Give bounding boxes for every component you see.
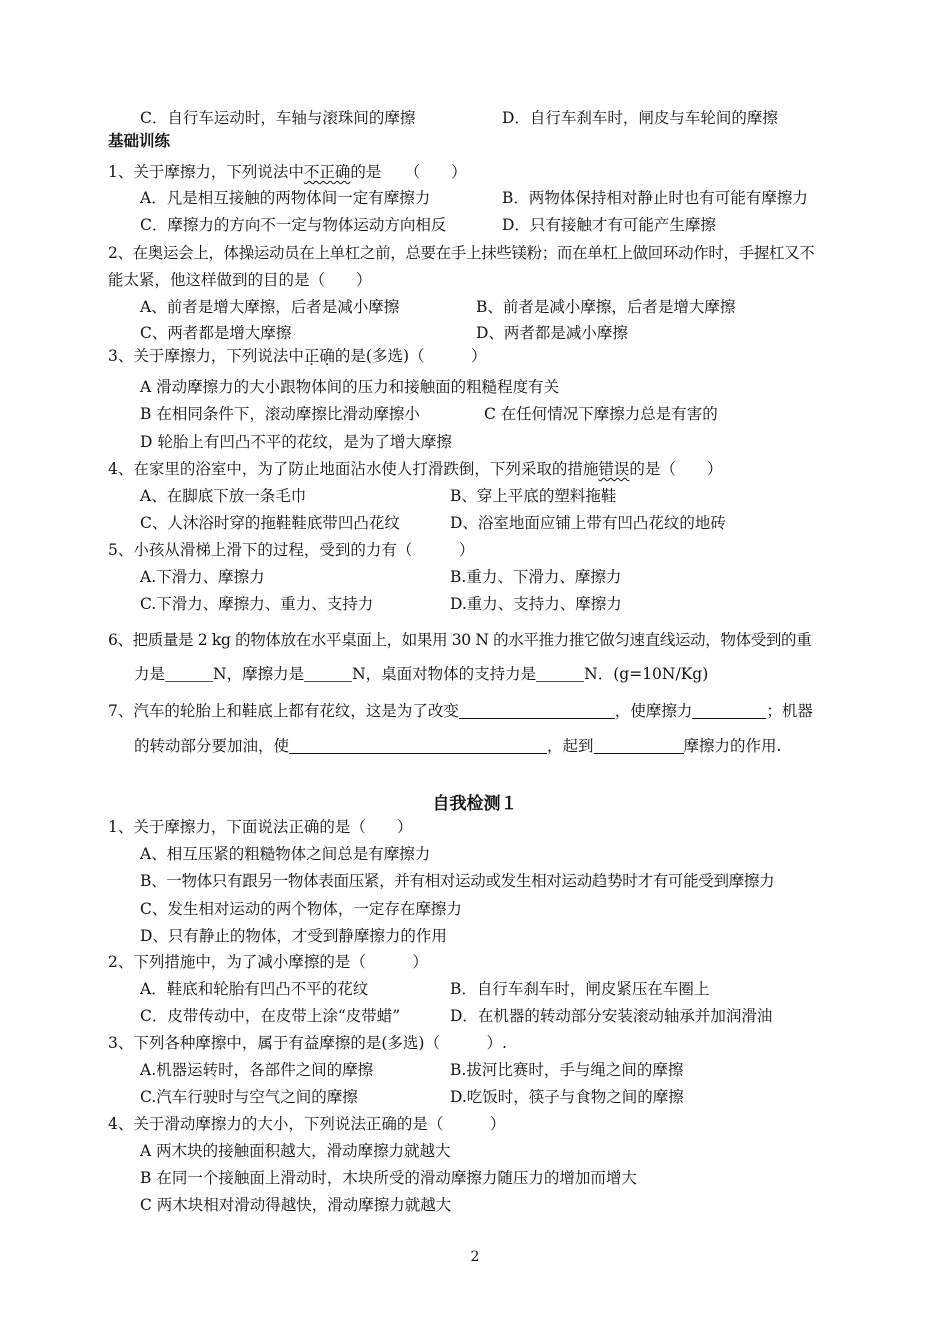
q5-option-b: B.重力、下滑力、摩擦力	[450, 568, 622, 586]
q6-text-3: N，桌面对物体的支持力是	[352, 665, 537, 683]
q4-option-c: C、人沐浴时穿的拖鞋鞋底带凹凸花纹	[140, 514, 400, 532]
q3-emphasis-2: 确	[319, 347, 335, 365]
q3-option-c: C 在任何情况下摩擦力总是有害的	[484, 405, 718, 423]
q1-option-c: C．摩擦力的方向不一定与物体运动方向相反	[140, 216, 447, 234]
question-6-line-2	[134, 664, 708, 684]
q6-blank-gravity[interactable]	[165, 665, 213, 682]
s2-q2-option-a: A．鞋底和轮胎有凹凸不平的花纹	[140, 980, 369, 998]
q6-text-1: 力是	[134, 665, 166, 683]
page-number: 2	[470, 1249, 480, 1265]
q1-option-b: B．两物体保持相对静止时也有可能有摩擦力	[502, 189, 808, 207]
q6-blank-friction[interactable]	[304, 665, 352, 682]
q3-option-d: D 轮胎上有凹凸不平的花纹，是为了增大摩擦	[140, 433, 452, 451]
q7-text-3: ；机器	[766, 702, 813, 720]
q4-option-d: D、浴室地面应铺上带有凹凸花纹的地砖	[450, 514, 726, 532]
q2-option-d: D、两者都是减小摩擦	[476, 324, 628, 342]
s2-q3-option-d: D.吃饭时，筷子与食物之间的摩擦	[450, 1088, 684, 1106]
s2-q4-option-c: C 两木块相对滑动得越快，滑动摩擦力就越大	[140, 1196, 452, 1214]
q3-suffix: 的是(多选)（ ）	[334, 347, 487, 365]
s2-q3-option-a: A.机器运转时，各部件之间的摩擦	[140, 1061, 374, 1079]
q2-option-c: C、两者都是增大摩擦	[140, 324, 292, 342]
q7-text-4: 的转动部分要加油，使	[134, 737, 290, 755]
question-7-line-2	[134, 736, 781, 756]
question-7-line-1	[108, 701, 813, 721]
question-2-line-2: 能太紧，他这样做到的目的是（ ）	[108, 271, 372, 289]
section-title-self-check: 自我检测１	[432, 794, 518, 814]
q5-option-a: A.下滑力、摩擦力	[140, 568, 265, 586]
q1-option-a: A．凡是相互接触的两物体间一定有摩擦力	[140, 189, 431, 207]
s2-q1-option-a: A、相互压紧的粗糙物体之间总是有摩擦力	[140, 845, 431, 863]
s2-q1-option-b: B、一物体只有跟另一物体表面压紧，并有相对运动或发生相对运动趋势时才有可能受到摩擦力	[140, 872, 775, 890]
q6-text-4: N．(g=10N/Kg)	[584, 665, 709, 683]
q5-option-c: C.下滑力、摩擦力、重力、支持力	[140, 595, 374, 613]
q4-prefix: 4、在家里的浴室中，为了防止地面沾水使人打滑跌倒，下列采取的措施	[108, 460, 599, 478]
q4-option-a: A、在脚底下放一条毛巾	[140, 487, 307, 505]
q1-prefix: 1、关于摩擦力，下列说法中	[108, 163, 304, 181]
q7-blank-4[interactable]	[594, 737, 684, 754]
question-3-stem	[108, 346, 487, 366]
q3-option-a: A 滑动摩擦力的大小跟物体间的压力和接触面的粗糙程度有关	[140, 378, 560, 396]
s2-q3-option-b: B.拔河比赛时，手与绳之间的摩擦	[450, 1061, 684, 1079]
q2-option-a: A、前者是增大摩擦，后者是减小摩擦	[140, 298, 400, 316]
q3-option-b: B 在相同条件下，滚动摩擦比滑动摩擦小	[140, 405, 420, 423]
q1-emphasis: 不正确	[303, 163, 351, 181]
q7-text-2: ，使摩擦力	[614, 702, 693, 720]
q7-blank-3[interactable]	[289, 737, 547, 754]
s2-q1-option-d: D、只有静止的物体，才受到静摩擦力的作用	[140, 927, 447, 945]
question-6-line-1: 6、把质量是 2 kg 的物体放在水平桌面上，如果用 30 N 的水平推力推它做匀速直线运动，物体受到的重	[108, 631, 812, 649]
q1-option-d: D．只有接触才有可能产生摩擦	[502, 216, 716, 234]
s2-q3-option-c: C.汽车行驶时与空气之间的摩擦	[140, 1088, 358, 1106]
question-2-line-1: 2、在奥运会上，体操运动员在上单杠之前，总要在手上抹些镁粉；而在单杠上做回环动作时，手握杠又不	[108, 244, 815, 262]
q2-option-b: B、前者是减小摩擦，后者是增大摩擦	[476, 298, 736, 316]
question-5-stem: 5、小孩从滑梯上滑下的过程，受到的力有（ ）	[108, 541, 475, 559]
q5-option-d: D.重力、支持力、摩擦力	[450, 595, 622, 613]
s2-q2-option-b: B．自行车刹车时，闸皮紧压在车圈上	[450, 980, 710, 998]
q1-suffix: 的是 （ ）	[350, 163, 467, 181]
s2-question-1-stem: 1、关于摩擦力，下面说法正确的是（ ）	[108, 818, 413, 836]
q7-text-5: ，起到	[547, 737, 594, 755]
q3-emphasis-1: 正	[303, 347, 320, 365]
s2-q2-option-c: C．皮带传动中，在皮带上涂“皮带蜡”	[140, 1007, 401, 1025]
q6-blank-support[interactable]	[536, 665, 584, 682]
s2-q4-option-b: B 在同一个接触面上滑动时，木块所受的滑动摩擦力随压力的增加而增大	[140, 1169, 637, 1187]
s2-question-3-stem: 3、下列各种摩擦中，属于有益摩擦的是(多选)（ ）.	[108, 1034, 507, 1052]
option-c-top: C．自行车运动时，车轴与滚珠间的摩擦	[140, 109, 416, 127]
question-4-stem	[108, 459, 722, 479]
option-d-top: D．自行车刹车时，闸皮与车轮间的摩擦	[502, 109, 778, 127]
q6-text-2: N，摩擦力是	[213, 665, 305, 683]
q7-text-1: 7、汽车的轮胎上和鞋底上都有花纹，这是为了改变	[108, 702, 459, 720]
q4-option-b: B、穿上平底的塑料拖鞋	[450, 487, 617, 505]
q7-blank-2[interactable]	[692, 702, 766, 719]
section-title-basic-training: 基础训练	[108, 132, 171, 150]
s2-q2-option-d: D．在机器的转动部分安装滚动轴承并加润滑油	[450, 1007, 773, 1025]
s2-q1-option-c: C、发生相对运动的两个物体，一定存在摩擦力	[140, 900, 462, 918]
q7-text-6: 摩擦力的作用.	[683, 737, 782, 755]
q7-blank-1[interactable]	[459, 702, 615, 719]
s2-question-4-stem: 4、关于滑动摩擦力的大小，下列说法正确的是（ ）	[108, 1115, 506, 1133]
question-1-stem	[108, 162, 467, 182]
q4-suffix: 的是（ ）	[629, 460, 723, 478]
q4-emphasis: 错误	[598, 460, 630, 478]
s2-q4-option-a: A 两木块的接触面积越大，滑动摩擦力就越大	[140, 1142, 451, 1160]
s2-question-2-stem: 2、下列措施中，为了减小摩擦的是（ ）	[108, 953, 428, 971]
q3-prefix: 3、关于摩擦力，下列说法中	[108, 347, 304, 365]
